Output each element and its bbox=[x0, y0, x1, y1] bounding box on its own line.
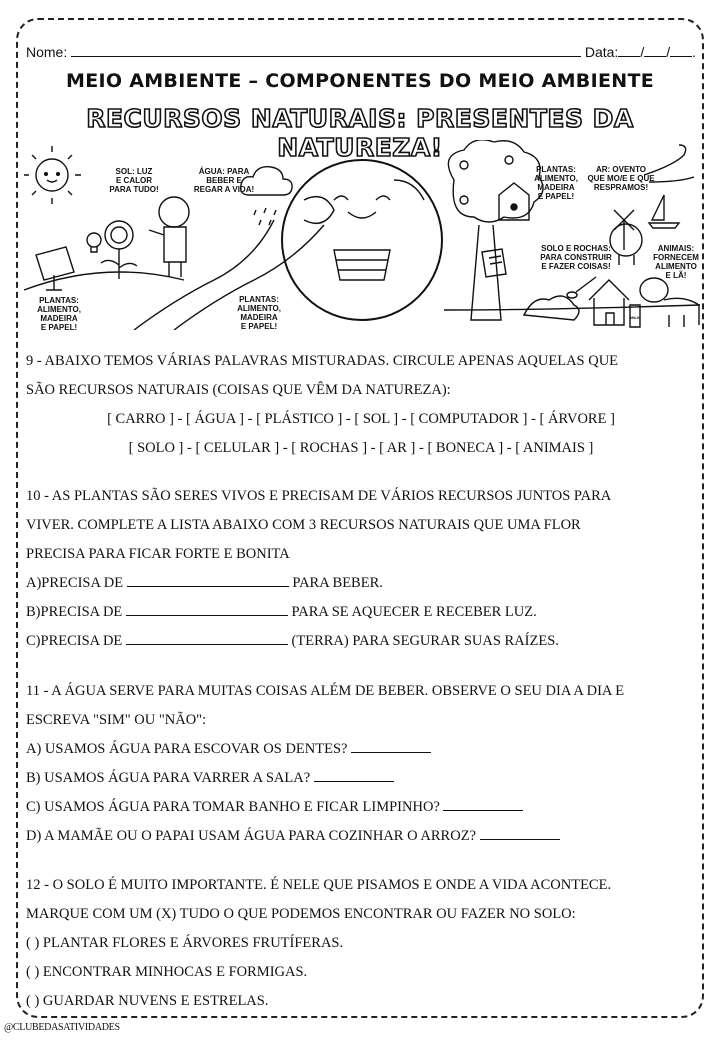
q10-answer-a[interactable] bbox=[127, 572, 289, 587]
q10-item-c-prefix: C)PRECISA DE bbox=[26, 633, 123, 649]
name-input-line[interactable] bbox=[71, 55, 581, 57]
label-animais-1: ANIMAIS: bbox=[657, 244, 695, 253]
label-ar-3: RESPRAMOS! bbox=[593, 183, 649, 192]
fruit-tree-icon bbox=[448, 140, 543, 320]
svg-text:PLANTAS:ALIMENTO,MADEIRAE PAPE bbox=[534, 165, 578, 201]
label-animais-3: ALIMENTO bbox=[655, 262, 697, 271]
q10-item-a bbox=[26, 569, 696, 598]
date-sep-1: / bbox=[640, 44, 645, 60]
q9-words-row-1[interactable]: [ CARRO ] - [ ÁGUA ] - [ PLÁSTICO ] - [ SOL ] - [ COMPUTADOR ] - [ ÁRVORE ] bbox=[107, 411, 615, 427]
q9-words-row-2[interactable]: [ SOLO ] - [ CELULAR ] - [ ROCHAS ] - [ AR ] - [ BONECA ] - [ ANIMAIS ] bbox=[128, 440, 594, 456]
paper-pencil-icon bbox=[482, 249, 506, 277]
svg-text:PLANTAS:ALIMENTO,MADEIRAE PAPE bbox=[237, 295, 281, 330]
q11-answer-a[interactable] bbox=[351, 738, 431, 753]
label-plantas-left-4: E PAPEL! bbox=[40, 323, 78, 330]
label-solo-1: SOLO E ROCHAS: bbox=[541, 244, 611, 253]
q12-option-3[interactable]: ( ) GUARDAR NUVENS E ESTRELAS. bbox=[26, 993, 269, 1009]
q11-item-a bbox=[26, 735, 696, 764]
q11-item-b-text: B) USAMOS ÁGUA PARA VARRER A SALA? bbox=[26, 770, 311, 786]
q11-answer-b[interactable] bbox=[314, 767, 394, 782]
label-milk: MILK bbox=[630, 315, 640, 320]
label-plantas-mid-3: MADEIRA bbox=[240, 313, 278, 322]
q10-line-2: VIVER. COMPLETE A LISTA ABAIXO COM 3 RECURSOS NATURAIS QUE UMA FLOR bbox=[26, 517, 581, 533]
label-solo-2: PARA CONSTRUIR bbox=[540, 253, 612, 262]
svg-text:PLANTAS:ALIMENTO,MADEIRAE PAPE bbox=[37, 296, 81, 330]
page-title: MEIO AMBIENTE – COMPONENTES DO MEIO AMBIENTE bbox=[66, 70, 654, 92]
q11-item-d-text: D) A MAMÃE OU O PAPAI USAM ÁGUA PARA COZINHAR O ARROZ? bbox=[26, 828, 476, 844]
q11-item-d bbox=[26, 822, 696, 851]
q11-item-b bbox=[26, 764, 696, 793]
q10-item-a-suffix: PARA BEBER. bbox=[292, 575, 383, 591]
sun-icon bbox=[24, 146, 81, 204]
label-plantas-right-2: ALIMENTO, bbox=[534, 174, 578, 183]
label-plantas-mid-1: PLANTAS: bbox=[239, 295, 279, 304]
question-10 bbox=[26, 482, 696, 656]
q10-item-b bbox=[26, 598, 696, 627]
label-plantas-mid-2: ALIMENTO, bbox=[237, 304, 281, 313]
label-plantas-right-4: E PAPEL! bbox=[537, 192, 575, 201]
label-plantas-right-1: PLANTAS: bbox=[536, 165, 576, 174]
q12-option-2[interactable]: ( ) ENCONTRAR MINHOCAS E FORMIGAS. bbox=[26, 964, 308, 980]
sunflower-icon bbox=[101, 221, 137, 279]
natural-resources-illustration bbox=[24, 140, 700, 330]
pinwheel-icon bbox=[614, 210, 634, 250]
date-month-line[interactable] bbox=[644, 56, 666, 57]
date-sep-2: / bbox=[666, 44, 671, 60]
label-animais-2: FORNECEM bbox=[653, 253, 699, 262]
q10-item-c-suffix: (TERRA) PARA SEGURAR SUAS RAÍZES. bbox=[291, 633, 559, 649]
q9-line-2: SÃO RECURSOS NATURAIS (COISAS QUE VÊM DA NATUREZA): bbox=[26, 382, 451, 398]
smiling-earth-icon bbox=[282, 160, 442, 320]
question-11 bbox=[26, 677, 696, 851]
birdhouse-icon bbox=[499, 183, 529, 220]
q11-item-a-text: A) USAMOS ÁGUA PARA ESCOVAR OS DENTES? bbox=[26, 741, 348, 757]
label-sol-3: PARA TUDO! bbox=[109, 185, 159, 194]
label-agua-2: BEBER E bbox=[206, 176, 242, 185]
name-label: Nome: bbox=[26, 44, 68, 60]
label-sol-1: SOL: LUZ bbox=[115, 167, 153, 176]
spoon-icon bbox=[567, 277, 596, 298]
label-plantas-right-3: MADEIRA bbox=[537, 183, 575, 192]
q11-item-c-text: C) USAMOS ÁGUA PARA TOMAR BANHO E FICAR LIMPINHO? bbox=[26, 799, 440, 815]
svg-text:ÁGUA: PARABEBER EREGAR A VIDA! bbox=[194, 167, 254, 194]
q12-line-1: 12 - O SOLO É MUITO IMPORTANTE. É NELE QUE PISAMOS E ONDE A VIDA ACONTECE. bbox=[26, 877, 612, 893]
question-12 bbox=[26, 871, 696, 1016]
q10-line-3: PRECISA PARA FICAR FORTE E BONITA bbox=[26, 546, 290, 562]
label-animais-4: E LÃ! bbox=[665, 271, 687, 280]
label-solo-3: E FAZER COISAS! bbox=[541, 262, 611, 271]
page-subtitle: RECURSOS NATURAIS: PRESENTES DA NATUREZA! bbox=[86, 104, 634, 162]
label-ar-2: QUE MO/E E QUE bbox=[587, 174, 655, 183]
svg-text:ANIMAIS:FORNECEMALIMENTOE LÃ! bbox=[653, 244, 699, 280]
sailboat-icon bbox=[649, 195, 679, 228]
q10-answer-b[interactable] bbox=[126, 601, 288, 616]
svg-text:SOL: LUZE CALORPARA TUDO! bbox=[109, 167, 158, 194]
date-label: Data: bbox=[584, 44, 619, 60]
q10-item-b-prefix: B)PRECISA DE bbox=[26, 604, 123, 620]
footer-credit: @CLUBEDASATIVIDADES bbox=[4, 1022, 120, 1033]
q11-line-2: ESCREVA "SIM" OU "NÃO": bbox=[26, 712, 207, 728]
q10-item-b-suffix: PARA SE AQUECER E RECEBER LUZ. bbox=[291, 604, 537, 620]
house-icon bbox=[589, 280, 629, 325]
label-plantas-mid-4: E PAPEL! bbox=[240, 322, 278, 330]
date-day-line[interactable] bbox=[618, 56, 640, 57]
label-plantas-left-1: PLANTAS: bbox=[39, 296, 79, 305]
q10-answer-c[interactable] bbox=[126, 630, 288, 645]
label-plantas-left-3: MADEIRA bbox=[40, 314, 78, 323]
q11-answer-c[interactable] bbox=[443, 796, 523, 811]
q9-line-1: 9 - ABAIXO TEMOS VÁRIAS PALAVRAS MISTURADAS. CIRCULE APENAS AQUELAS QUE bbox=[26, 353, 619, 369]
svg-text:AR: OVENTOQUE MO/E E QUERESPRA bbox=[587, 165, 655, 192]
label-sol-2: E CALOR bbox=[116, 176, 152, 185]
label-plantas-left-2: ALIMENTO, bbox=[37, 305, 81, 314]
label-agua-3: REGAR A VIDA! bbox=[193, 185, 255, 194]
header-row bbox=[26, 40, 696, 60]
cow-icon bbox=[640, 278, 699, 327]
q10-line-1: 10 - AS PLANTAS SÃO SERES VIVOS E PRECISAM DE VÁRIOS RECURSOS JUNTOS PARA bbox=[26, 488, 612, 504]
q12-line-2: MARQUE COM UM (X) TUDO O QUE PODEMOS ENCONTRAR OU FAZER NO SOLO: bbox=[26, 906, 576, 922]
date-year-line[interactable] bbox=[670, 56, 692, 57]
q12-option-1[interactable]: ( ) PLANTAR FLORES E ÁRVORES FRUTÍFERAS. bbox=[26, 935, 344, 951]
child-icon bbox=[149, 197, 189, 277]
question-9 bbox=[26, 347, 696, 463]
q10-item-c bbox=[26, 627, 696, 656]
date-end: . bbox=[692, 44, 696, 60]
svg-text:SOLO E ROCHAS:PARA CONSTRUIRE bbox=[540, 244, 612, 271]
q10-item-a-prefix: A)PRECISA DE bbox=[26, 575, 124, 591]
lightbulb-icon bbox=[87, 233, 101, 252]
q11-line-1: 11 - A ÁGUA SERVE PARA MUITAS COISAS ALÉM DE BEBER. OBSERVE O SEU DIA A DIA E bbox=[26, 683, 625, 699]
q11-answer-d[interactable] bbox=[480, 825, 560, 840]
q11-item-c bbox=[26, 793, 696, 822]
label-ar-1: AR: OVENTO bbox=[595, 165, 647, 174]
label-agua-1: ÁGUA: PARA bbox=[198, 167, 250, 176]
